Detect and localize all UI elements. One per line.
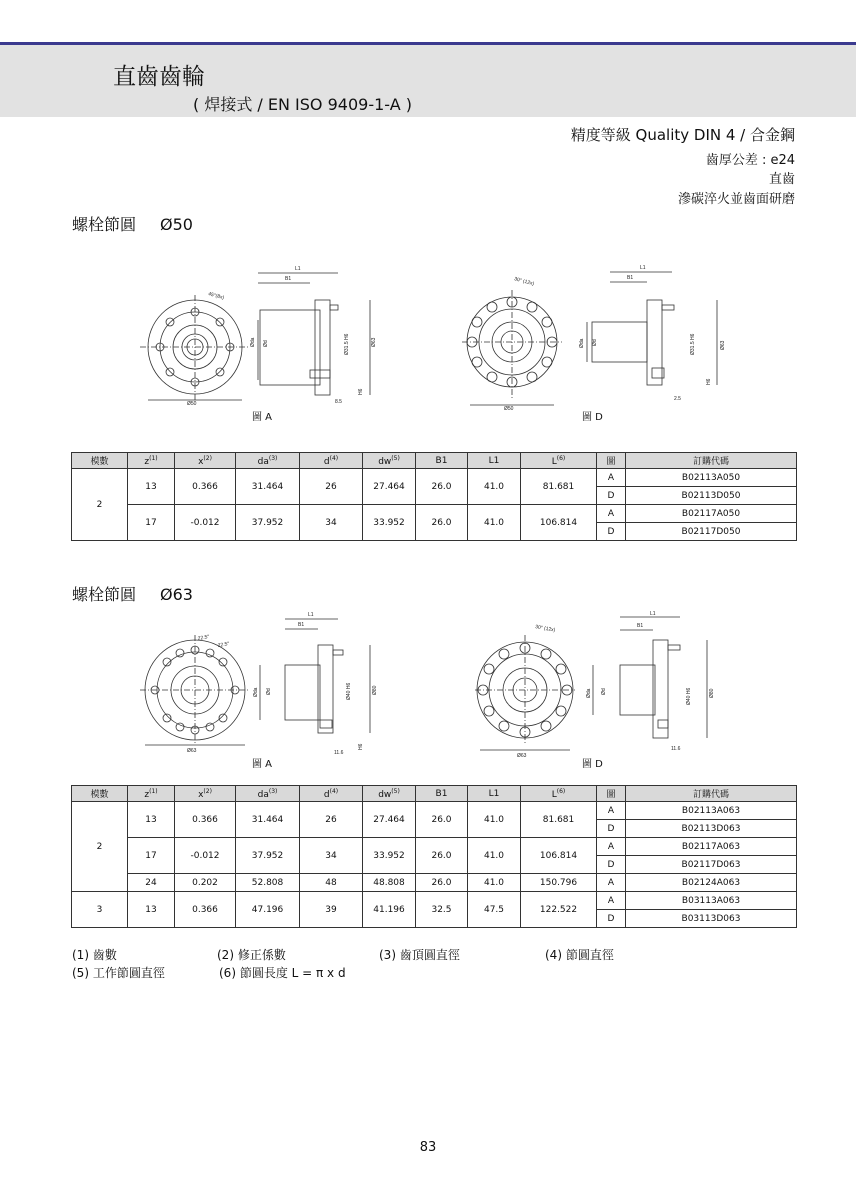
table-cell: 41.0: [468, 838, 521, 874]
s1d-25: 2.5: [674, 396, 681, 402]
table-cell: 0.366: [175, 802, 236, 838]
table-cell: 26.0: [416, 802, 468, 838]
figure-1a-label: 圖 A: [252, 412, 273, 423]
table-cell: D: [597, 820, 626, 838]
note-3: (3) 齒頂圓直徑: [379, 948, 460, 962]
s2a-h: H6: [358, 743, 364, 750]
table-cell: 27.464: [363, 469, 416, 505]
section-1-title: [72, 212, 193, 235]
table-cell: A: [597, 802, 626, 820]
table-cell: 33.952: [363, 838, 416, 874]
spec-tolerance: 齒厚公差 : e24: [705, 153, 795, 168]
header-label: x: [198, 456, 204, 467]
s1d-angle: 30° (12x): [513, 276, 535, 288]
s2a-116: 11.6: [334, 750, 344, 756]
table-cell: 34: [300, 505, 363, 541]
s2a-l1: L1: [308, 612, 314, 618]
table-cell: 31.464: [236, 802, 300, 838]
s1a-h: H6: [358, 388, 364, 395]
table-cell: D: [597, 523, 626, 541]
table-cell: 2: [72, 469, 128, 541]
figure-2a-label: 圖 A: [252, 759, 273, 770]
s2a-bore: Ø40 H6: [346, 682, 352, 700]
figure-1d: [462, 260, 742, 415]
th-dw: [363, 786, 416, 802]
table-cell: A: [597, 838, 626, 856]
s1d-h: H6: [706, 378, 712, 385]
page-subtitle: ( 焊接式 / EN ISO 9409-1-A ): [193, 95, 412, 114]
s1a-angle: 45°(8x): [207, 291, 225, 302]
note-2: (2) 修正係數: [217, 948, 286, 962]
spec-type: 直齒: [768, 172, 795, 187]
table-cell: 47.5: [468, 892, 521, 928]
table-cell: A: [597, 874, 626, 892]
s1d-bore: Ø31.5 H6: [690, 333, 696, 355]
table-cell: 41.0: [468, 802, 521, 838]
table-cell: 0.366: [175, 469, 236, 505]
table-cell: 37.952: [236, 505, 300, 541]
th-module: 模數: [72, 453, 128, 469]
table-cell: 27.464: [363, 802, 416, 838]
table-row: [72, 505, 797, 523]
order-code: B02117D050: [626, 523, 797, 541]
th-fig: 圖: [597, 786, 626, 802]
table-cell: 48.808: [363, 874, 416, 892]
table-cell: 2: [72, 802, 128, 892]
s2d-l1: L1: [650, 611, 656, 617]
footnote-marker: (3): [268, 454, 278, 462]
order-code: B02117A063: [626, 838, 797, 856]
th-x: [175, 786, 236, 802]
table-cell: 24: [128, 874, 175, 892]
table-1: [71, 452, 797, 541]
s1d-d: Ød: [592, 339, 598, 346]
footnote-marker: (6): [556, 787, 566, 795]
th-z: [128, 453, 175, 469]
table-cell: 52.808: [236, 874, 300, 892]
table-cell: D: [597, 856, 626, 874]
table-cell: 26: [300, 802, 363, 838]
page-number: 83: [419, 1140, 437, 1155]
table-cell: A: [597, 469, 626, 487]
header-label: dw: [378, 789, 392, 800]
s2d-dia: Ø63: [517, 753, 527, 759]
order-code: B02117A050: [626, 505, 797, 523]
table-cell: 26.0: [416, 505, 468, 541]
th-l: [521, 453, 597, 469]
footnote-marker: (1): [149, 454, 158, 462]
s2d-d: Ød: [601, 688, 607, 695]
table-cell: 26.0: [416, 838, 468, 874]
s2a-dia: Ø63: [187, 748, 197, 754]
th-b1: B1: [416, 453, 468, 469]
s2d-da: Øda: [586, 688, 592, 698]
header-label: d: [323, 789, 330, 800]
spec-quality: 精度等級 Quality DIN 4 / 合金鋼: [570, 126, 795, 144]
footnote-marker: (4): [329, 454, 339, 462]
order-code: B02113D050: [626, 487, 797, 505]
header-label: L: [551, 456, 557, 467]
table-cell: 13: [128, 469, 175, 505]
table-row: [72, 469, 797, 487]
th-dw: [363, 453, 416, 469]
th-l1: L1: [468, 786, 521, 802]
figure-2a: [140, 605, 380, 760]
table-cell: 13: [128, 892, 175, 928]
table-2: [71, 785, 797, 928]
header-label: da: [257, 456, 269, 467]
figure-1a: [140, 255, 380, 415]
footnote-marker: (2): [203, 454, 212, 462]
s1a-bore: Ø31.5 H6: [344, 333, 350, 355]
section-1-diameter: Ø50: [160, 215, 193, 234]
table-row: [72, 874, 797, 892]
order-code: B02117D063: [626, 856, 797, 874]
table-cell: 0.202: [175, 874, 236, 892]
table-cell: 33.952: [363, 505, 416, 541]
table-cell: 122.522: [521, 892, 597, 928]
s2d-bore: Ø40 H6: [686, 687, 692, 705]
table-cell: A: [597, 892, 626, 910]
order-code: B02113D063: [626, 820, 797, 838]
th-d: [300, 453, 363, 469]
table-cell: 26.0: [416, 469, 468, 505]
s2a-da: Øda: [253, 687, 259, 697]
th-x: [175, 453, 236, 469]
header-label: x: [198, 789, 204, 800]
table-cell: 81.681: [521, 469, 597, 505]
table-cell: 3: [72, 892, 128, 928]
footnote-marker: (2): [203, 787, 212, 795]
section-1-label: 螺栓節圓: [72, 215, 137, 234]
th-da: [236, 786, 300, 802]
table-row: [72, 802, 797, 820]
footnote-marker: (4): [329, 787, 339, 795]
s1d-da: Øda: [579, 338, 585, 348]
s1d-b1: B1: [627, 275, 634, 281]
th-code: 訂購代碼: [626, 453, 797, 469]
table-cell: -0.012: [175, 838, 236, 874]
header-label: L: [551, 789, 557, 800]
table-cell: 150.796: [521, 874, 597, 892]
table-cell: 47.196: [236, 892, 300, 928]
table-cell: 17: [128, 505, 175, 541]
s2d-b1: B1: [637, 623, 644, 629]
table-cell: 0.366: [175, 892, 236, 928]
s2a-b1: B1: [298, 622, 305, 628]
s1a-od: Ø63: [371, 337, 377, 347]
s1a-d: Ød: [263, 340, 269, 347]
s1a-b1: B1: [285, 276, 292, 282]
th-z: [128, 786, 175, 802]
th-da: [236, 453, 300, 469]
th-fig: 圖: [597, 453, 626, 469]
table-row: [72, 892, 797, 910]
header-label: d: [323, 456, 330, 467]
table-cell: 106.814: [521, 838, 597, 874]
th-l1: L1: [468, 453, 521, 469]
table-cell: -0.012: [175, 505, 236, 541]
note-4: (4) 節圓直徑: [545, 948, 614, 962]
page-title: 直齒齒輪: [113, 64, 205, 90]
note-5: (5) 工作節圓直徑: [72, 966, 165, 980]
th-module: 模數: [72, 786, 128, 802]
table-cell: A: [597, 505, 626, 523]
th-b1: B1: [416, 786, 468, 802]
footnote-marker: (1): [149, 787, 158, 795]
table-cell: D: [597, 910, 626, 928]
footnote-marker: (3): [268, 787, 278, 795]
table-1-header: [72, 453, 797, 469]
table-cell: 26.0: [416, 874, 468, 892]
section-2-title: [72, 582, 193, 605]
s2a-d: Ød: [266, 688, 272, 695]
table-cell: 26: [300, 469, 363, 505]
table-cell: 34: [300, 838, 363, 874]
figure-1d-label: 圖 D: [582, 412, 603, 423]
table-cell: 48: [300, 874, 363, 892]
s1d-od: Ø63: [720, 340, 726, 350]
s2d-od: Ø80: [709, 688, 715, 698]
order-code: B02124A063: [626, 874, 797, 892]
th-l: [521, 786, 597, 802]
note-6: (6) 節圓長度 L = π x d: [219, 966, 346, 980]
table-cell: 41.0: [468, 469, 521, 505]
s2a-angle1: 22.5°: [197, 634, 210, 642]
table-cell: 32.5: [416, 892, 468, 928]
figure-2d: [475, 610, 735, 760]
table-cell: 41.0: [468, 874, 521, 892]
table-cell: D: [597, 487, 626, 505]
header-label: z: [144, 789, 150, 800]
table-cell: 37.952: [236, 838, 300, 874]
table-cell: 39: [300, 892, 363, 928]
s1a-85: 8.5: [335, 399, 342, 405]
table-row: [72, 838, 797, 856]
order-code: B03113A063: [626, 892, 797, 910]
s2a-angle2: 22.5°: [217, 641, 230, 649]
table-cell: 31.464: [236, 469, 300, 505]
s1d-l1: L1: [640, 265, 646, 271]
footnote-marker: (5): [391, 454, 400, 462]
s1a-da: Øda: [250, 337, 256, 347]
section-2-label: 螺栓節圓: [72, 585, 137, 604]
header-label: dw: [378, 456, 392, 467]
s1a-dia: Ø50: [187, 401, 197, 407]
header-label: z: [144, 456, 150, 467]
s1d-dia: Ø50: [504, 406, 514, 412]
header-label: da: [257, 789, 269, 800]
order-code: B02113A063: [626, 802, 797, 820]
note-1: (1) 齒數: [72, 948, 117, 962]
s1a-l1: L1: [295, 266, 301, 272]
table-2-header: [72, 786, 797, 802]
order-code: B03113D063: [626, 910, 797, 928]
th-d: [300, 786, 363, 802]
section-2-diameter: Ø63: [160, 585, 193, 604]
table-cell: 106.814: [521, 505, 597, 541]
table-cell: 13: [128, 802, 175, 838]
s2d-angle: 30° (12x): [534, 624, 556, 634]
order-code: B02113A050: [626, 469, 797, 487]
th-code: 訂購代碼: [626, 786, 797, 802]
footnote-marker: (5): [391, 787, 400, 795]
s2a-od: Ø80: [372, 685, 378, 695]
table-cell: 41.0: [468, 505, 521, 541]
footnote-marker: (6): [556, 454, 566, 462]
spec-treatment: 滲碳淬火並齒面研磨: [677, 192, 795, 207]
table-cell: 81.681: [521, 802, 597, 838]
figure-2d-label: 圖 D: [582, 759, 603, 770]
s2d-116: 11.6: [671, 746, 681, 752]
table-cell: 41.196: [363, 892, 416, 928]
table-cell: 17: [128, 838, 175, 874]
